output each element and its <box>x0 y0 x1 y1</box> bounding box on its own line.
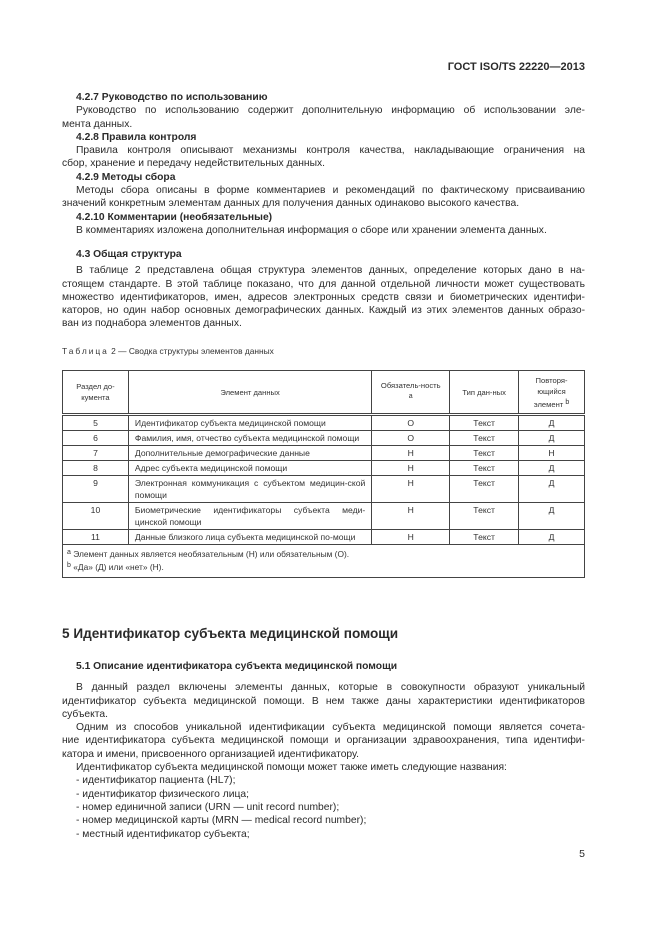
table-row <box>63 431 585 446</box>
text-line: В комментариях изложена дополнительная информация о сборе или хранении элемента данных. <box>76 224 547 236</box>
footnote-mark: b <box>67 562 71 569</box>
section-4-2-7-to-4-2-10 <box>62 91 585 237</box>
text-line: Руководство по использованию содержит дополнительную информацию об использовании эле- <box>76 105 585 117</box>
text-line: сбор, хранение и передачу недействительных данных. <box>62 158 326 170</box>
cell-element: Дополнительные демографические данные <box>128 446 371 461</box>
heading-4-2-9: 4.2.9 Методы сбора <box>76 171 176 183</box>
section-5-1 <box>62 660 585 841</box>
table-row <box>63 446 585 461</box>
table-row <box>63 461 585 476</box>
text-line: Правила контроля описывают механизмы контроля качества, накладывающие ограничения на <box>76 145 585 157</box>
heading-4-2-10: 4.2.10 Комментарии (необязательные) <box>76 211 273 223</box>
col-header-repeating <box>519 371 585 415</box>
page-number: 5 <box>579 848 585 860</box>
heading-4-2-7: 4.2.7 Руководство по использованию <box>76 92 268 103</box>
footnote-mark: a <box>67 549 71 556</box>
footnote-ref-a: a <box>408 393 413 400</box>
cell-mandatory: О <box>372 431 450 446</box>
cell-repeating: Д <box>519 503 585 530</box>
text-line: значений конкретным элементам данных для получения данных одинаково высокого качества. <box>62 198 520 210</box>
paragraph-control-rules <box>62 144 585 171</box>
cell-element: Электронная коммуникация с субъектом медицин-ской помощи <box>128 476 371 503</box>
paragraph-collection-methods <box>62 184 585 211</box>
footnote-a <box>67 547 580 560</box>
cell-type: Текст <box>450 503 519 530</box>
cell-element: Биометрические идентификаторы субъекта меди-цинской помощи <box>128 503 371 530</box>
col-header-repeating-label: Повторя-ющийся элемент <box>533 375 568 409</box>
paragraph-general-structure <box>62 264 585 330</box>
table-header-row <box>63 371 585 415</box>
col-header-mandatory <box>372 371 450 415</box>
text-line: ван из поднабора элементов данных. <box>62 318 242 330</box>
cell-repeating: Д <box>519 415 585 431</box>
cell-repeating: Д <box>519 530 585 545</box>
paragraph-usage-guide <box>62 104 585 131</box>
cell-repeating: Н <box>519 446 585 461</box>
cell-type: Текст <box>450 476 519 503</box>
cell-element: Фамилия, имя, отчество субъекта медицинской помощи <box>128 431 371 446</box>
alternative-names-list <box>62 774 585 840</box>
table-caption-prefix: Таблица <box>62 346 109 356</box>
text-line: Идентификатор субъекта медицинской помощи может также иметь следующие названия: <box>76 762 507 774</box>
text-line: субъекта. <box>62 708 108 720</box>
heading-section-5: 5 Идентификатор субъекта медицинской помощи <box>62 626 399 641</box>
cell-mandatory: Н <box>372 476 450 503</box>
cell-section: 5 <box>63 415 129 431</box>
table-caption-text: 2 — Сводка структуры элементов данных <box>111 346 274 356</box>
document-header: ГОСТ ISO/TS 22220—2013 <box>447 61 585 73</box>
table-row <box>63 503 585 530</box>
col-header-mandatory-label: Обязатель-ность <box>380 381 441 390</box>
text-line: В таблице 2 представлена общая структура элементов данных, определение которых дано в на- <box>76 265 585 277</box>
footnote-b <box>67 560 580 573</box>
heading-4-3: 4.3 Общая структура <box>76 249 182 260</box>
table-footnotes <box>63 545 585 578</box>
list-item: - идентификатор физического лица; <box>76 788 249 800</box>
text-line: мента данных. <box>62 118 133 130</box>
cell-mandatory: О <box>372 415 450 431</box>
cell-type: Текст <box>450 415 519 431</box>
table-row <box>63 476 585 503</box>
list-item: - местный идентификатор субъекта; <box>76 828 250 840</box>
cell-mandatory: Н <box>372 530 450 545</box>
paragraph-5-1-method <box>62 721 585 761</box>
cell-mandatory: Н <box>372 503 450 530</box>
col-header-section: Раздел до-кумента <box>63 371 129 415</box>
cell-mandatory: Н <box>372 461 450 476</box>
cell-section: 7 <box>63 446 129 461</box>
cell-section: 6 <box>63 431 129 446</box>
cell-section: 9 <box>63 476 129 503</box>
heading-5-1: 5.1 Описание идентификатора субъекта медицинской помощи <box>76 661 398 672</box>
text-line: стоящем стандарте. В этой таблице показано, что для данной отдельной личности может существовать <box>62 278 585 290</box>
paragraph-5-1-intro <box>62 681 585 721</box>
text-line: идентификатор субъекта медицинской помощи. В нем также даны характеристики идентификаторов <box>62 695 585 707</box>
table-row <box>63 530 585 545</box>
cell-element: Данные близкого лица субъекта медицинской по-мощи <box>128 530 371 545</box>
cell-section: 11 <box>63 530 129 545</box>
col-header-type: Тип дан-ных <box>450 371 519 415</box>
data-elements-table <box>62 370 585 578</box>
cell-repeating: Д <box>519 431 585 446</box>
text-line: В данный раздел включены элементы данных, которые в совокупности образуют уникальный <box>76 682 585 694</box>
cell-repeating: Д <box>519 461 585 476</box>
paragraph-comments <box>62 224 585 237</box>
footnote-text: «Да» (Д) или «нет» (Н). <box>73 562 164 572</box>
col-header-element: Элемент данных <box>128 371 371 415</box>
cell-repeating: Д <box>519 476 585 503</box>
cell-type: Текст <box>450 431 519 446</box>
table-caption <box>62 346 274 356</box>
list-item: - идентификатор пациента (HL7); <box>76 775 236 787</box>
text-line: ние идентификатора субъекта медицинской помощи и организации здравоохранения, типа идентифи- <box>62 735 585 747</box>
list-item: - номер медицинской карты (MRN — medical record number); <box>76 815 367 827</box>
cell-element: Идентификатор субъекта медицинской помощи <box>128 415 371 431</box>
cell-element: Адрес субъекта медицинской помощи <box>128 461 371 476</box>
text-line: Методы сбора описаны в форме комментариев и рекомендаций по фактическому присваиванию <box>76 185 585 197</box>
footnote-ref-b: b <box>565 398 570 406</box>
heading-4-2-8: 4.2.8 Правила контроля <box>76 131 197 143</box>
section-4-3 <box>62 248 585 331</box>
footnote-text: Элемент данных является необязательным (Н) или обязательным (О). <box>73 549 350 559</box>
table-footnotes-cell <box>63 545 585 578</box>
list-item: - номер единичной записи (URN — unit record number); <box>76 801 340 813</box>
paragraph-5-1-names <box>62 761 585 774</box>
cell-section: 8 <box>63 461 129 476</box>
text-line: Одним из способов уникальной идентификации субъекта медицинской помощи является сочета- <box>76 722 585 734</box>
table-row <box>63 415 585 431</box>
cell-type: Текст <box>450 530 519 545</box>
cell-type: Текст <box>450 446 519 461</box>
text-line: множество идентификаторов, имен, адресов электронных средств связи и биометрических идентифи- <box>62 291 585 303</box>
cell-type: Текст <box>450 461 519 476</box>
text-line: катора и имени, присвоенного организацией идентификатору. <box>62 748 360 760</box>
cell-section: 10 <box>63 503 129 530</box>
text-line: каторов, но один набор основных демографических данных. Каждый из этих элементов данных образо- <box>62 305 585 317</box>
cell-mandatory: Н <box>372 446 450 461</box>
